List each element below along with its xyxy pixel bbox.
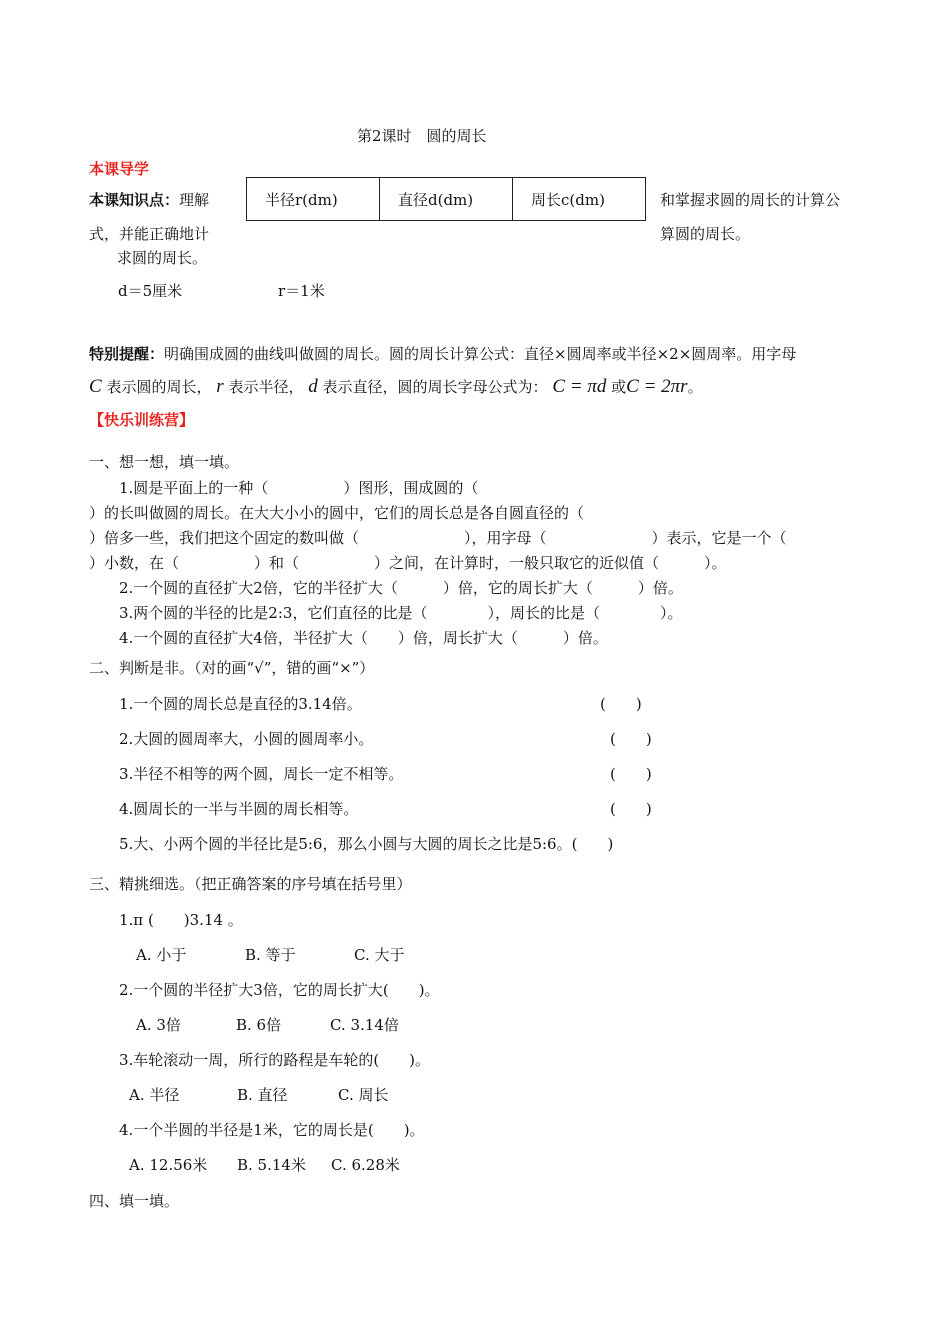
section1-line: 2.一个圆的直径扩大2倍，它的半径扩大（ ）倍，它的周长扩大（ ）倍。 [119,579,683,597]
knowledge-line2-right: 算圆的周长。 [660,225,751,243]
judge-paren: ( ) [600,695,642,713]
judge-item: 3.半径不相等的两个圆，周长一定不相等。 [119,765,404,783]
given-radius: r＝1米 [278,282,325,300]
knowledge-part1: 理解 [179,191,210,209]
knowledge-label: 本课知识点： [89,191,180,209]
choice-question: 3.车轮滚动一周，所行的路程是车轮的( )。 [119,1051,431,1069]
choice-question: 1.π ( )3.14 。 [119,911,243,929]
judge-item: 2.大圆的圆周率大，小圆的圆周率小。 [119,730,374,748]
choice-question: 4.一个半圆的半径是1米，它的周长是( )。 [119,1121,425,1139]
choice-option: C. 大于 [354,946,405,964]
reminder-line2 [89,377,703,396]
section1-line: 1.圆是平面上的一种（ ）图形，围成圆的（ [119,479,479,497]
reminder-or: 或 [611,378,627,396]
choice-option: B. 5.14米 [237,1156,306,1174]
judge-paren: ( ) [610,730,652,748]
symbol-c: C [89,376,102,397]
knowledge-line2-left: 式，并能正确地计 [89,225,210,243]
reminder-end: 。 [687,378,703,396]
choice-option: A. 12.56米 [129,1156,208,1174]
choice-option: C. 6.28米 [331,1156,400,1174]
choice-question: 2.一个圆的半径扩大3倍，它的周长扩大( )。 [119,981,440,999]
section3-title: 三、精挑细选。（把正确答案的序号填在括号里） [89,875,412,893]
section1-line: ）的长叫做圆的周长。在大大小小的圆中，它们的周长总是各自圆直径的（ [89,504,585,522]
table-header-radius: 半径r(dm) [247,178,380,221]
choice-option: A. 小于 [136,946,187,964]
guide-heading: 本课导学 [89,160,150,178]
choice-option: C. 3.14倍 [330,1016,399,1034]
given-diameter: d＝5厘米 [118,282,183,300]
table-header-diameter: 直径d(dm) [380,178,513,221]
knowledge-line3: 求圆的周长。 [117,249,208,267]
reminder-t1: 表示圆的周长， [106,378,212,396]
section2-title: 二、判断是非。（对的画“√”，错的画“×”） [89,659,375,677]
judge-item: 4.圆周长的一半与半圆的周长相等。 [119,800,359,818]
table-header-circumference: 周长c(dm) [513,178,646,221]
section1-line: 4.一个圆的直径扩大4倍，半径扩大（ ）倍，周长扩大（ ）倍。 [119,629,608,647]
symbol-d: d [308,376,318,397]
reminder-t2: 表示半径， [228,378,304,396]
choice-option: B. 等于 [245,946,296,964]
judge-item: 5.大、小两个圆的半径比是5:6，那么小圆与大圆的周长之比是5:6。( ) [119,835,614,853]
choice-option: B. 直径 [237,1086,288,1104]
formula-pi-d: C = πd [552,376,607,397]
section1-line: ）倍多一些，我们把这个固定的数叫做（ ），用字母（ ）表示，它是一个（ [89,529,787,547]
page-title: 第2课时 圆的周长 [357,127,487,145]
section1-line: 3.两个圆的半径的比是2:3，它们直径的比是（ ），周长的比是（ ）。 [119,604,683,622]
section4-title: 四、填一填。 [89,1192,180,1210]
radius-diameter-circumference-table [246,177,646,221]
reminder-label: 特别提醒： [89,345,165,363]
choice-option: C. 周长 [338,1086,389,1104]
knowledge-line1 [89,193,209,208]
judge-item: 1.一个圆的周长总是直径的3.14倍。 [119,695,362,713]
reminder-line1 [89,347,796,362]
choice-option: A. 半径 [129,1086,180,1104]
camp-heading: 【快乐训练营】 [89,411,195,429]
section1-line: ）小数，在（ ）和（ ）之间，在计算时，一般只取它的近似值（ ）。 [89,554,727,572]
formula-2-pi-r: C = 2πr [626,376,688,397]
reminder-text1: 明确围成圆的曲线叫做圆的周长。圆的周长计算公式：直径×圆周率或半径×2×圆周率。用字母 [164,345,797,363]
choice-option: B. 6倍 [236,1016,282,1034]
section1-title: 一、想一想，填一填。 [89,453,240,471]
knowledge-part2: 和掌握求圆的周长的计算公 [660,191,841,209]
judge-paren: ( ) [610,800,652,818]
reminder-t3: 表示直径，圆的周长字母公式为： [322,378,548,396]
choice-option: A. 3倍 [136,1016,181,1034]
judge-paren: ( ) [610,765,652,783]
symbol-r: r [216,376,224,397]
